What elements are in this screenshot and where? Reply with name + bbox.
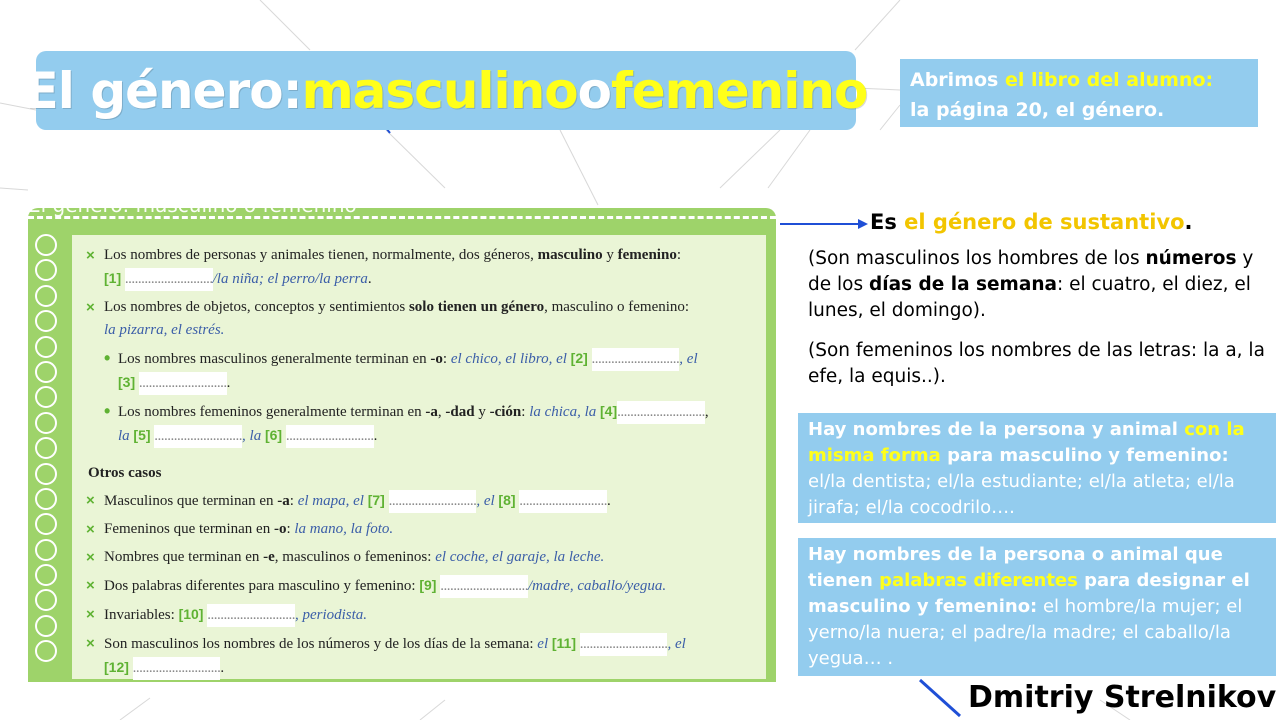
rule-text: : xyxy=(442,351,451,367)
rule-bold: -dad xyxy=(445,404,475,420)
rule-text: : xyxy=(289,493,298,509)
note-text: (Son masculinos los hombres de los xyxy=(808,248,1146,269)
author-name: Dmitriy Strelnikov xyxy=(968,680,1277,715)
rule-text: . xyxy=(367,271,372,287)
example-text: , periodista. xyxy=(294,607,368,623)
gap-blank-4[interactable]: ........................... xyxy=(617,401,705,424)
rule-bold: -o xyxy=(273,521,287,537)
ring xyxy=(35,310,57,332)
title-part-1: El género: xyxy=(24,61,302,120)
box-text: para masculino y femenino: xyxy=(940,445,1229,466)
title-part-2: masculino xyxy=(301,61,578,120)
ring xyxy=(35,640,57,662)
x-marker-icon: × xyxy=(86,521,95,538)
note-line-1 xyxy=(910,65,1248,95)
rule-bold: -a xyxy=(425,404,438,420)
note-highlight: el libro del alumno xyxy=(1004,69,1206,91)
title-banner xyxy=(24,51,868,130)
ring xyxy=(35,463,57,485)
rule-text: : xyxy=(676,247,681,263)
gap-number: [1] xyxy=(104,270,122,286)
rule-bold: -o xyxy=(430,351,443,367)
example-text: el xyxy=(537,636,549,652)
other-cases-heading: Otros casos xyxy=(88,465,162,481)
gap-blank-8[interactable]: ........................... xyxy=(519,490,607,513)
ring xyxy=(35,336,57,358)
gap-blank-2[interactable]: ........................... xyxy=(592,348,680,371)
rule-two-genders xyxy=(84,244,756,291)
gap-blank-11[interactable]: ........................... xyxy=(580,633,668,656)
rule-text: Dos palabras diferentes para masculino y femenino: xyxy=(104,578,420,594)
gap-blank-5[interactable]: ........................... xyxy=(154,425,242,448)
box-examples: el/la dentista; el/la estudiante; el/la atleta; el/la jirafa; el/la cocodrilo…. xyxy=(808,471,1235,518)
gap-number: [3] xyxy=(118,374,136,390)
x-marker-icon: × xyxy=(86,247,95,264)
ring xyxy=(35,412,57,434)
rule-text: Los nombres de objetos, conceptos y sentimientos xyxy=(104,299,409,315)
rule-text: , xyxy=(704,404,709,420)
ring xyxy=(35,513,57,535)
x-marker-icon: × xyxy=(86,549,95,566)
gap-number: [6] xyxy=(264,427,283,443)
bullet-icon: • xyxy=(104,401,111,421)
arrow-right-icon xyxy=(780,214,870,234)
example-text: /madre, caballo/yegua. xyxy=(527,578,667,594)
example-text: la xyxy=(118,428,130,444)
example-text: la pizarra, el estrés. xyxy=(104,322,225,338)
ring xyxy=(35,285,57,307)
rule-text: y xyxy=(474,404,490,420)
case-numbers-days xyxy=(84,632,756,680)
definition-highlight: el género de sustantivo xyxy=(904,210,1185,234)
note-text: : el cuatro, el diez, el lunes, el domingo). xyxy=(808,274,1251,321)
x-marker-icon: × xyxy=(86,606,95,623)
x-marker-icon: × xyxy=(86,299,95,316)
rule-text: , masculinos o femeninos: xyxy=(274,549,436,565)
gap-number: [11] xyxy=(551,635,576,651)
gap-blank-3[interactable]: ........................... xyxy=(139,372,227,395)
note-masculine-numbers xyxy=(808,246,1268,324)
box-text: Hay nombres de la persona y animal xyxy=(808,419,1185,440)
gap-number: [12] xyxy=(104,659,129,675)
rule-text: . xyxy=(373,428,378,444)
rule-text: Invariables: xyxy=(104,607,179,623)
different-words-box xyxy=(798,538,1276,676)
box-highlight: con la misma forma xyxy=(808,419,1245,466)
gap-number: [9] xyxy=(419,577,437,593)
ring xyxy=(35,539,57,561)
ring xyxy=(35,437,57,459)
ring xyxy=(35,488,57,510)
note-colon: : xyxy=(1205,69,1214,91)
rule-text: Femeninos que terminan en xyxy=(104,521,274,537)
rule-text: . xyxy=(226,375,231,391)
example-text: , el xyxy=(476,493,495,509)
box-highlight: palabras diferentes xyxy=(879,570,1078,591)
example-text: , la xyxy=(242,428,262,444)
ring xyxy=(35,234,57,256)
example-text: /la niña; el perro/la perra xyxy=(212,271,368,287)
ring xyxy=(35,259,57,281)
case-ending-e xyxy=(84,546,756,569)
gender-definition xyxy=(870,210,1193,234)
rule-bold: masculino xyxy=(537,247,603,263)
rule-text: . xyxy=(220,660,225,676)
rule-bold: solo tienen un género xyxy=(408,299,545,315)
rule-text: Los nombres femeninos generalmente terminan en xyxy=(118,404,426,420)
rule-bold: -a xyxy=(277,493,290,509)
rule-masculine-endings xyxy=(84,347,756,395)
rule-text: Masculinos que terminan en xyxy=(104,493,278,509)
case-masculine-a xyxy=(84,489,756,513)
rule-one-gender xyxy=(84,296,756,342)
rule-text: Son masculinos los nombres de los números y de los días de la semana: xyxy=(104,636,538,652)
gap-number: [8] xyxy=(498,492,516,508)
title-part-3: o xyxy=(577,61,611,120)
gap-number: [2] xyxy=(570,350,588,366)
case-invariable xyxy=(84,603,756,627)
note-text: Abrimos xyxy=(910,69,1005,91)
definition-text: . xyxy=(1184,210,1193,234)
rule-feminine-endings xyxy=(84,400,756,448)
x-marker-icon: × xyxy=(86,492,95,509)
gap-number: [5] xyxy=(133,427,151,443)
bullet-icon: • xyxy=(104,348,111,368)
rule-text: Nombres que terminan en xyxy=(104,549,264,565)
gap-number: [4] xyxy=(600,403,618,419)
rule-text: : xyxy=(286,521,295,537)
title-part-4: femenino xyxy=(611,61,868,120)
note-line-2: la página 20, el género. xyxy=(910,99,1165,121)
example-text: el coche, el garaje, la leche. xyxy=(435,549,605,565)
ring xyxy=(35,361,57,383)
note-open-book xyxy=(900,59,1258,127)
ring xyxy=(35,386,57,408)
note-bold: días de la semana xyxy=(868,274,1057,295)
example-text: , el xyxy=(667,636,686,652)
ring xyxy=(35,615,57,637)
x-marker-icon: × xyxy=(86,577,95,594)
rule-text: , masculino o femenino: xyxy=(544,299,690,315)
example-text: la mano, la foto. xyxy=(294,521,394,537)
ring xyxy=(35,564,57,586)
gap-blank-12[interactable]: ........................... xyxy=(133,657,221,680)
rule-bold: -ción xyxy=(489,404,522,420)
note-feminine-letters: (Son femeninos los nombres de las letras: la a, la efe, la equis..). xyxy=(808,340,1265,387)
gap-blank-9[interactable]: ........................... xyxy=(440,575,528,598)
case-two-words xyxy=(84,574,756,598)
box-text: Hay nombres de la persona o animal que tienen xyxy=(808,544,1223,591)
note-bold: números xyxy=(1145,248,1237,269)
example-text: el chico, el libro, el xyxy=(450,351,567,367)
example-text: la chica, la xyxy=(529,404,597,420)
x-marker-icon: × xyxy=(86,635,95,652)
example-text: el mapa, el xyxy=(297,493,364,509)
box-text: para designar el masculino y femenino: xyxy=(808,570,1250,617)
definition-text: Es xyxy=(870,210,905,234)
gap-number: [7] xyxy=(367,492,385,508)
same-form-box xyxy=(798,413,1276,523)
ring xyxy=(35,589,57,611)
textbook-text xyxy=(84,244,756,680)
gap-blank-1[interactable]: ........................... xyxy=(125,268,213,291)
rule-text: Los nombres masculinos generalmente terminan en xyxy=(118,351,431,367)
textbook-header: El género: masculino o femenino xyxy=(28,193,357,217)
gap-blank-7[interactable]: ........................... xyxy=(389,490,477,513)
rule-bold: femenino xyxy=(617,247,677,263)
box-examples: el hombre/la mujer; el yerno/la nuera; el padre/la madre; el caballo/la yegua… . xyxy=(808,596,1243,669)
rule-text: : xyxy=(521,404,530,420)
rule-text: Los nombres de personas y animales tienen, normalmente, dos géneros, xyxy=(104,247,538,263)
gap-blank-6[interactable]: ........................... xyxy=(286,425,374,448)
example-text: , el xyxy=(679,351,698,367)
gap-blank-10[interactable]: ........................... xyxy=(207,604,295,627)
gap-number: [10] xyxy=(178,606,204,622)
rule-text: y xyxy=(602,247,618,263)
rule-bold: -e xyxy=(263,549,275,565)
binder-rings xyxy=(32,234,60,694)
note-text: y de los xyxy=(808,248,1254,295)
rule-text: , xyxy=(437,404,446,420)
rule-text: . xyxy=(607,493,611,509)
case-feminine-o xyxy=(84,518,756,541)
